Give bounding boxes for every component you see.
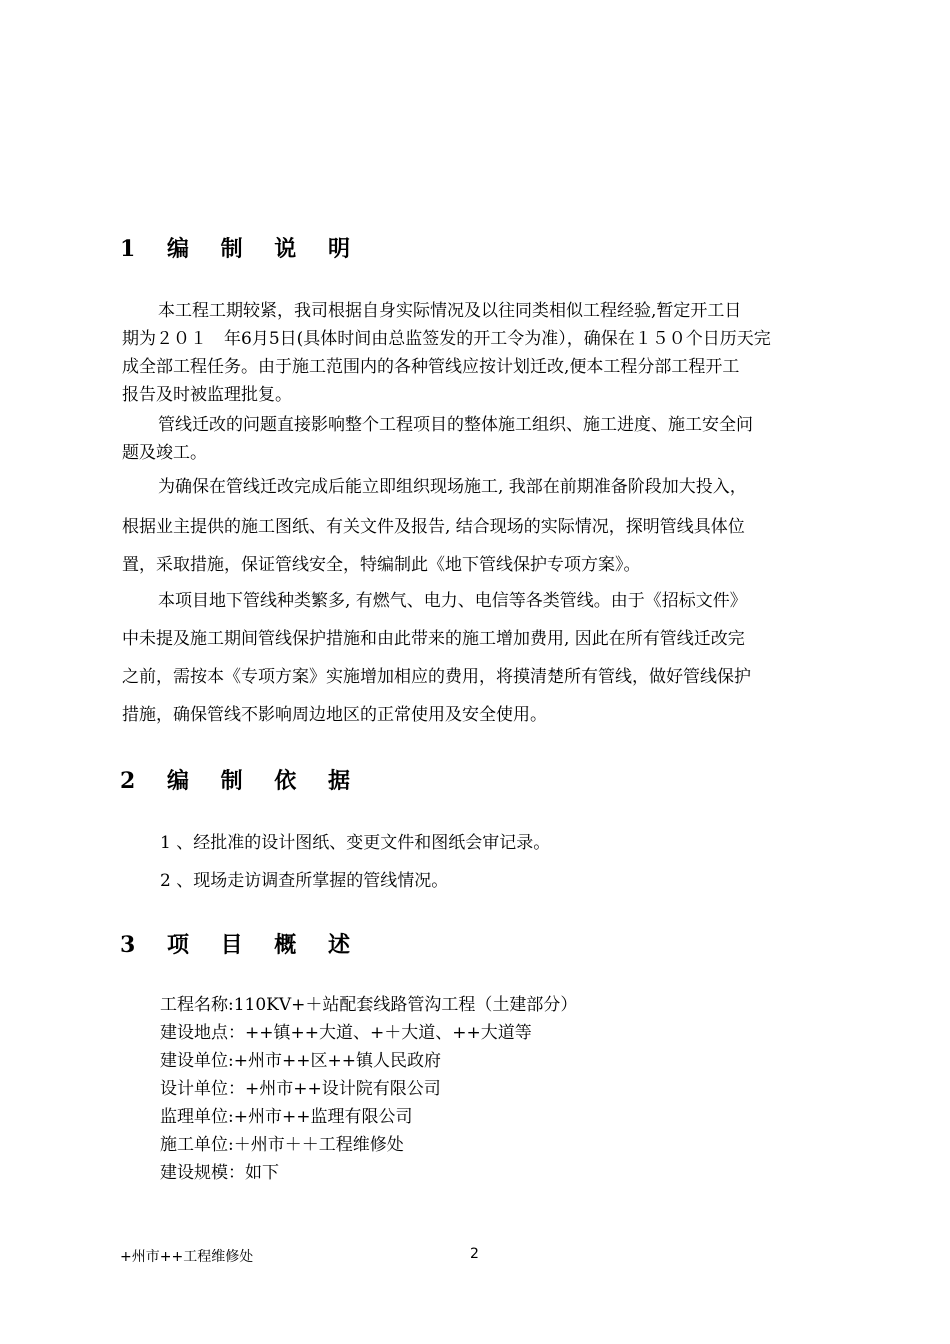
paragraph-line: 本工程工期较紧，我司根据自身实际情况及以往同类相似工程经验,暂定开工日 xyxy=(158,301,742,321)
section-heading-2: 2 编 制 依 据 xyxy=(120,768,362,794)
supervision-unit: 监理单位:+州市++监理有限公司 xyxy=(160,1107,413,1127)
paragraph-line: 期为２０１ 年6月5日(具体时间由总监签发的开工令为准），确保在１５０个日历天完 xyxy=(122,329,771,349)
list-item: 2 、现场走访调查所掌握的管线情况。 xyxy=(160,871,449,891)
paragraph-line: 中未提及施工期间管线保护措施和由此带来的施工增加费用, 因此在所有管线迁改完 xyxy=(122,629,745,649)
paragraph-line: 根据业主提供的施工图纸、有关文件及报告, 结合现场的实际情况，探明管线具体位 xyxy=(122,517,745,537)
paragraph-line: 置，采取措施，保证管线安全，特编制此《地下管线保护专项方案》。 xyxy=(122,555,641,575)
paragraph-line: 措施，确保管线不影响周边地区的正常使用及安全使用。 xyxy=(122,705,547,725)
list-item: 1 、经批准的设计图纸、变更文件和图纸会审记录。 xyxy=(160,833,551,853)
paragraph-line: 之前，需按本《专项方案》实施增加相应的费用，将摸清楚所有管线，做好管线保护 xyxy=(122,667,751,687)
paragraph-line: 本项目地下管线种类繁多, 有燃气、电力、电信等各类管线。由于《招标文件》 xyxy=(158,591,747,611)
paragraph-line: 报告及时被监理批复。 xyxy=(122,385,292,405)
section-heading-1: 1 编 制 说 明 xyxy=(120,236,362,262)
paragraph-line: 管线迁改的问题直接影响整个工程项目的整体施工组织、施工进度、施工安全问 xyxy=(158,415,753,435)
paragraph-line: 成全部工程任务。由于施工范围内的各种管线应按计划迁改,便本工程分部工程开工 xyxy=(122,357,740,377)
paragraph-line: 为确保在管线迁改完成后能立即组织现场施工, 我部在前期准备阶段加大投入， xyxy=(158,477,747,497)
construction-unit: 建设单位:+州市++区++镇人民政府 xyxy=(160,1051,441,1071)
construction-location: 建设地点：++镇++大道、+＋大道、++大道等 xyxy=(160,1023,532,1043)
design-unit: 设计单位：+州市++设计院有限公司 xyxy=(160,1079,441,1099)
section-heading-3: 3 项 目 概 述 xyxy=(120,932,362,958)
project-name: 工程名称:110KV+＋站配套线路管沟工程（土建部分） xyxy=(160,995,578,1015)
footer-company: +州市++工程维修处 xyxy=(120,1249,254,1265)
contractor-unit: 施工单位:＋州市＋＋工程维修处 xyxy=(160,1135,404,1155)
page-number: 2 xyxy=(470,1246,479,1262)
construction-scale: 建设规模：如下 xyxy=(160,1163,279,1183)
paragraph-line: 题及竣工。 xyxy=(122,443,207,463)
